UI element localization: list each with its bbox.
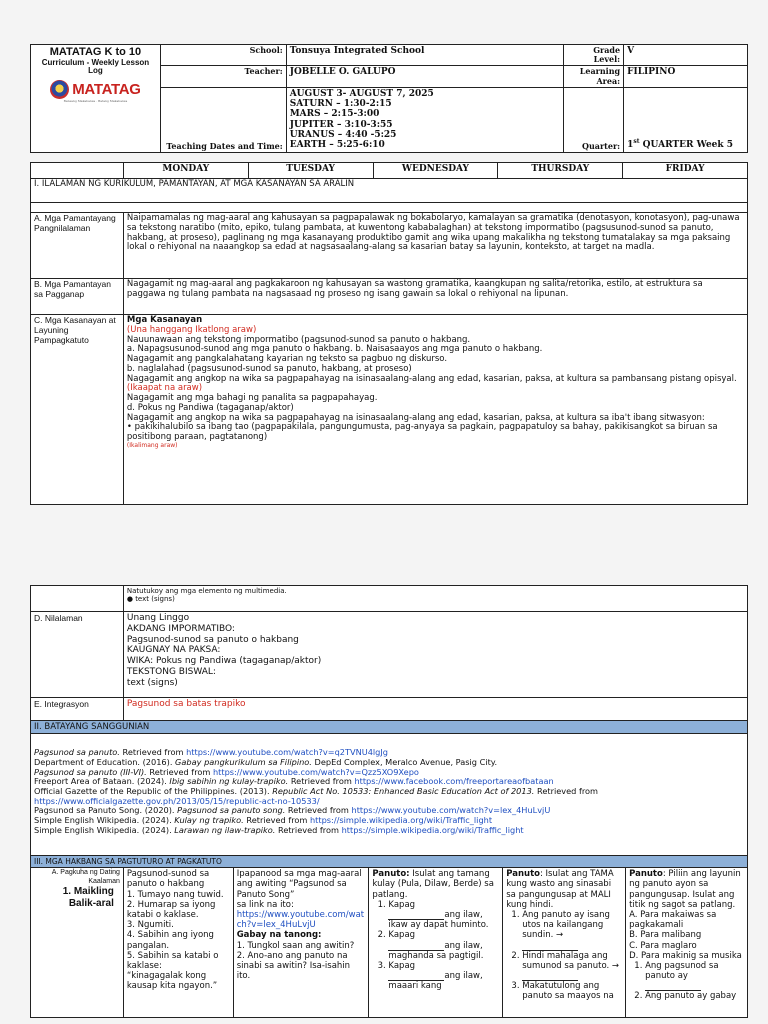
day-five-note: (Ikalimang araw) [126, 441, 178, 449]
competencies-cell [123, 315, 747, 505]
reference-link[interactable]: https://simple.wikipedia.org/wiki/Traffic_light [309, 814, 493, 825]
reference-link[interactable]: https://www.youtube.com/watch?v=q2TVNU4lgJg [186, 747, 388, 758]
activity-line: 2. Humarap sa iyong katabi o kaklase. [126, 899, 216, 920]
competency-line: a. Napagsusunod-sunod ang mga panuto o hakbang. b. Naisasaayos ang mga panuto o hakbang. [126, 344, 543, 355]
activity-label: A. Pagkuha ng Dating Kaalaman [51, 869, 120, 885]
competency-line: d. Pokus ng Pandiwa (tagaganap/aktor) [126, 402, 294, 413]
school-value: Tonsuya Integrated School [286, 45, 563, 66]
quarter-label: Quarter: [564, 87, 624, 152]
content-line: KAUGNAY NA PAKSA: [126, 645, 221, 656]
brand-title: MATATAG K to 10 [49, 46, 142, 58]
choice: B. Para malibang [629, 930, 702, 941]
grade-value: V [624, 45, 748, 66]
content-cell [123, 612, 747, 698]
wednesday-activity [369, 868, 503, 1018]
reference-item: Official Gazette of the Republic of the Philippines. (2013). Republic Act No. 10533: Enhanced Basic Education Act of 2013. Retrieved from https://www.officialgazette.gov.ph/2013/05/15/republic-act-no-10533/ [34, 785, 599, 806]
answer-blank[interactable] [388, 943, 444, 951]
instruction: Panuto: Piliin ang layunin ng panuto ayon sa pangungusap. Isulat ang titik ng sagot sa patlang. [629, 869, 741, 910]
thursday-activity [503, 868, 626, 1018]
grade-label: Grade Level: [564, 45, 624, 66]
competency-line: Nagagamit ang pangkalahatang kayarian ng teksto sa pagbuo ng diskurso. [126, 354, 448, 365]
schedule-line: MARS – 2:15-3:00 [289, 109, 380, 120]
row-label-d: D. Nilalaman [31, 612, 124, 698]
answer-blank[interactable] [522, 973, 578, 981]
list-item: 2. Kapag ang ilaw, maghanda sa pagtigil. [388, 930, 499, 961]
instruction: Panuto: Isulat ang tamang kulay (Pula, Dilaw, Berde) sa patlang. [372, 869, 494, 900]
day-thursday: THURSDAY [498, 163, 623, 179]
fill-list [372, 900, 499, 992]
multimedia-bullet: ● text (signs) [126, 595, 175, 604]
content-standard: Naipamamalas ng mag-aaral ang kahusayan sa pagpapalawak ng bokabolaryo, kamalayan sa gramatika (denotasyon, konotasyon), pag-unawa sa tekstong naratibo (mito, epiko, tulang pambata, at kuwentong kababalaghan) at tekstong impormatibo (pagsusunod-sunod sa panuto, hakbang, at proseso), paglinang ng mga kasanayang produktibo gamit ang wika upang makalikha ng tekstong tumatalakay sa mga paksaing lokal o rehiyonal na naaangkop sa edad at nagsasaalang-alang sa kasarian batay sa layunin, konteksto, at target na madla. [123, 213, 747, 279]
competency-line: Nagagamit ang angkop na wika sa pagpapahayag na isinasaalang-alang ang edad, kasarian, paksa, at kultura sa iba't ibang sitwasyon: [126, 412, 705, 423]
list-item: 3. Makatutulong ang panuto sa maayos na [522, 981, 622, 1001]
day-range-note: (Una hanggang Ikatlong araw) [126, 324, 257, 335]
activity-sublabel: 1. Maikling Balik-aral [62, 885, 114, 909]
reference-link[interactable]: https://www.youtube.com/watch?v=lex_4HuLvjU [351, 805, 551, 816]
competency-line: b. naglalahad (pagsusunod-sunod sa panuto, hakbang, at proseso) [126, 363, 412, 374]
quarter-num: 1 [627, 140, 634, 151]
row-label-activity [31, 868, 124, 1018]
content-line: text (signs) [126, 677, 178, 688]
instruction: Panuto: Isulat ang TAMA kung wasto ang sinasabi sa pangungusap at MALI kung hindi. [506, 869, 614, 910]
row-label-a: A. Mga Pamantayang Pangnilalaman [31, 213, 124, 279]
logo-wordmark: MATATAG [72, 81, 141, 99]
competency-line: Nagagamit ang angkop na wika sa pagpapahayag na isinasaalang-alang ang edad, kasarian, paksa, at kultura sa pambansang pistang opisyal. [126, 373, 737, 384]
logo-tagline: Bansang Makabansa · Batang Makabansa [63, 99, 128, 104]
reference-item: Pagsunod sa panuto. Retrieved from https://www.youtube.com/watch?v=q2TVNU4lgJg [34, 747, 388, 758]
activity-row [31, 868, 748, 1018]
quarter-sup: st [633, 138, 640, 146]
reference-item: Freeport Area of Bataan. (2024). Ibig sabihin ng kulay-trapiko. Retrieved from https://www.facebook.com/freeportareaofbataan [34, 776, 554, 787]
multimedia-cell [123, 586, 747, 612]
competency-line: Nauunawaan ang tekstong impormatibo (pagsunod-sunod sa panuto o hakbang. [126, 334, 471, 345]
list-item: 1. Kapag ang ilaw, ikaw ay dapat huminto. [388, 900, 499, 931]
reference-link[interactable]: https://simple.wikipedia.org/wiki/Traffic_light [341, 824, 524, 835]
references-cell [31, 734, 748, 856]
row-label-c: C. Mga Kasanayan at Layuning Pampagkatuto [31, 315, 124, 505]
answer-blank[interactable] [522, 943, 578, 951]
content-line: Pagsunod-sunod sa panuto o hakbang [126, 634, 299, 645]
matatag-logo [34, 80, 157, 99]
reference-item: Simple English Wikipedia. (2024). Larawan ng ilaw-trapiko. Retrieved from https://simple.wikipedia.org/wiki/Traffic_light [34, 824, 524, 835]
competencies-heading: Mga Kasanayan [126, 315, 203, 325]
answer-blank[interactable] [388, 973, 444, 981]
header-table [30, 44, 748, 153]
area-value: FILIPINO [624, 66, 748, 87]
cont-label-cell [31, 586, 124, 612]
choice: D. Para makinig sa musika [629, 950, 742, 961]
schedule-line: JUPITER – 3:10-3:55 [289, 119, 393, 130]
choice: A. Para makaiwas sa pagkakamali [629, 909, 717, 931]
day-monday: MONDAY [123, 163, 248, 179]
competency-line: Nagagamit ang mga bahagi ng panalita sa pagpapahayag. [126, 393, 378, 404]
content-line: AKDANG IMPORMATIBO: [126, 623, 235, 634]
reference-link[interactable]: https://www.officialgazette.gov.ph/2013/05/15/republic-act-no-10533/ [34, 795, 320, 806]
lesson-table-continued [30, 585, 748, 1018]
dates-label: Teaching Dates and Time: [160, 87, 286, 152]
schedule-line: URANUS – 4:40 -5:25 [289, 130, 397, 141]
quarter-value [624, 87, 748, 152]
guide-question: 1. Tungkol saan ang awitin? [236, 940, 355, 951]
school-label: School: [160, 45, 286, 66]
row-label-e: E. Integrasyon [31, 698, 124, 721]
day-four-note: (Ikaapat na araw) [126, 383, 203, 394]
answer-blank[interactable] [645, 983, 701, 991]
curriculum-table [30, 162, 748, 505]
activity-line: 1. Tumayo nang tuwid. [126, 889, 224, 900]
day-wednesday: WEDNESDAY [373, 163, 498, 179]
multimedia-line: Natutukoy ang mga elemento ng multimedia. [126, 587, 287, 595]
activity-line: Pagsunod-sunod sa panuto o hakbang [126, 869, 210, 890]
dates-value [286, 87, 563, 152]
spacer-row [31, 203, 748, 213]
row-label-b: B. Mga Pamantayan sa Pagganap [31, 279, 124, 315]
list-item: 1. Ang pagsunod sa panuto ay [645, 961, 744, 992]
competency-line: • pakikihalubilo sa ibang tao (pagpapakilala, pangungumusta, pag-anyaya sa pagkain, pagpapatuloy sa bahay, pakikisangkot sa biruan sa positibong paraan, pagtatanong) [126, 422, 718, 443]
choice: C. Para maglaro [629, 940, 697, 951]
activity-line: 4. Sabihin ang iyong pangalan. [126, 930, 214, 951]
reference-link[interactable]: https://www.facebook.com/freeportareaofbataan [354, 776, 554, 787]
section-two-title: II. BATAYANG SANGGUNIAN [31, 721, 748, 734]
activity-line: sa link na ito: [236, 899, 294, 910]
quarter-rest: QUARTER Week 5 [639, 140, 734, 151]
reference-item: Pagsunod sa panuto (III-VI). Retrieved from https://www.youtube.com/watch?v=Qzz5XO9Xepo [34, 766, 419, 777]
reference-item: Department of Education. (2016). Gabay pangkurikulum sa Filipino. DepEd Complex, Meralco Avenue, Pasig City. [34, 756, 498, 767]
guide-heading: Gabay na tanong: [236, 930, 322, 941]
day-tuesday: TUESDAY [248, 163, 373, 179]
reference-item: Pagsunod sa Panuto Song. (2020). Pagsunod sa panuto song. Retrieved from https://www.youtube.com/watch?v=lex_4HuLvjU [34, 805, 551, 816]
content-line: TEKSTONG BISWAL: [126, 666, 216, 677]
activity-line: kausap kita ngayon.” [126, 981, 218, 992]
brand-subtitle: Curriculum - Weekly Lesson Log [41, 57, 150, 76]
tuesday-activity [233, 868, 369, 1018]
section-title: I. ILALAMAN NG KURIKULUM, PAMANTAYAN, AT MGA KASANAYAN SA ARALIN [31, 179, 748, 203]
reference-link[interactable]: https://www.youtube.com/watch?v=Qzz5XO9Xepo [212, 766, 419, 777]
guide-question: 2. Ano-ano ang panuto na sinabi sa awitin? Isa-isahin ito. [236, 950, 351, 982]
list-item: 2. Ang panuto ay gabay [645, 991, 744, 1001]
corner-cell [31, 163, 124, 179]
teacher-value: JOBELLE O. GALUPO [286, 66, 563, 87]
list-item: 3. Kapag ang ilaw, maaari kang [388, 961, 499, 992]
purpose-list [629, 961, 744, 1002]
list-item: 2. Hindi mahalaga ang sumunod sa panuto. → [522, 951, 622, 982]
true-false-list [506, 910, 622, 1002]
section-three-title: III. MGA HAKBANG SA PAGTUTURO AT PAGKATUTO [31, 856, 748, 868]
day-friday: FRIDAY [623, 163, 748, 179]
content-line: Unang Linggo [126, 613, 190, 623]
friday-activity [626, 868, 748, 1018]
activity-line: 3. Ngumiti. [126, 920, 174, 931]
list-item: 1. Ang panuto ay isang utos na kailangang sundin. → [522, 910, 622, 951]
integration-cell: Pagsunod sa batas trapiko [123, 698, 747, 721]
activity-line: “kinagagalak kong [126, 971, 207, 982]
activity-line: Ipapanood sa mga mag-aaral ang awiting “Pagsunod sa Panuto Song” [236, 869, 362, 900]
monday-activity [123, 868, 233, 1018]
activity-line: 5. Sabihin sa katabi o kaklase: [126, 950, 219, 971]
schedule-line: SATURN – 1:30-2:15 [289, 99, 392, 110]
brand-cell [31, 45, 161, 153]
answer-blank[interactable] [388, 912, 444, 920]
date-range: AUGUST 3- AUGUST 7, 2025 [289, 88, 434, 99]
teacher-label: Teacher: [160, 66, 286, 87]
content-line: WIKA: Pokus ng Pandiwa (tagaganap/aktor) [126, 656, 322, 667]
area-label: Learning Area: [564, 66, 624, 87]
schedule-line: EARTH – 5:25-6:10 [289, 140, 385, 151]
reference-item: Simple English Wikipedia. (2024). Kulay ng trapiko. Retrieved from https://simple.wikipedia.org/wiki/Traffic_light [34, 814, 493, 825]
song-link[interactable]: https://www.youtube.com/watch?v=lex_4HuLvjU [236, 909, 365, 931]
performance-standard: Nagagamit ng mag-aaral ang pagkakaroon ng kahusayan sa wastong gramatika, kaangkupan ng salita/retorika, estilo, at estruktura sa paggawa ng tulang pambata na nagsasaad ng proseso ng isang gawain sa lokal o rehiyonal na lipunan. [123, 279, 747, 315]
deped-seal-icon [50, 80, 69, 99]
